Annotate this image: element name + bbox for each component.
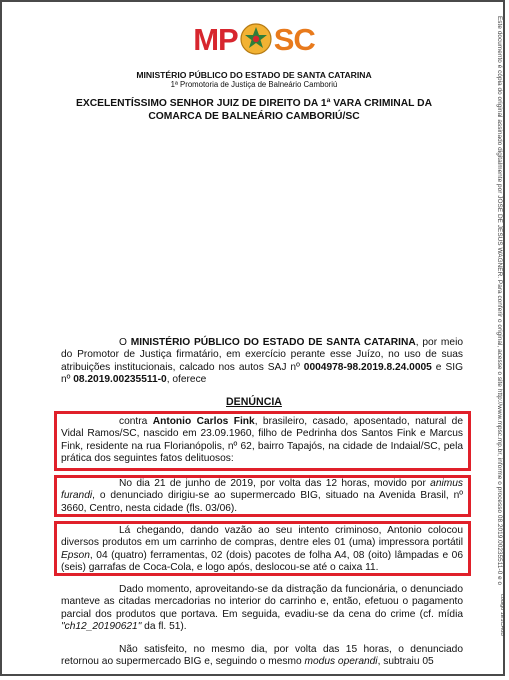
addressee-line-1: EXCELENTÍSSIMO SENHOR JUIZ DE DIREITO DA 1ª VARA CRIMINAL DA (75, 98, 433, 109)
addressee (24, 97, 484, 123)
header-unit: 1ª Promotoria de Justiça de Balneário Camboriú (170, 80, 338, 89)
sig-number: 08.2019.00235511-0 (73, 373, 167, 385)
org-name: MINISTÉRIO PÚBLICO DO ESTADO DE SANTA CATARINA (130, 337, 416, 348)
accused-name: Antonio Carlos Fink (152, 416, 255, 427)
logo-text-mp: MP (193, 22, 238, 57)
return-paragraph: Não satisfeito, no mesmo dia, por volta das 15 horas, o denunciado retornou ao supermercado BIG e, seguindo o mesmo modus operandi, subtraiu 05 (61, 644, 463, 668)
saj-number: 0004978-98.2019.8.24.0005 (303, 361, 432, 373)
intro-paragraph: O MINISTÉRIO PÚBLICO DO ESTADO DE SANTA CATARINA, por meio do Promotor de Justiça firmatário, em exercício perante esse Juízo, no uso de suas atribuições institucionais, calcado nos autos SAJ nº 0004978-98.2019.8.24.0005 e SIG nº 08.2019.00235511-0, oferece (61, 337, 463, 385)
items-paragraph: Lá chegando, dando vazão ao seu intento criminoso, Antonio colocou diversos produtos em um carrinho de compras, dentre eles 01 (uma) impressora portátil Epson, 04 (quatro) ferramentas, 02 (dois) pacotes de folha A4, 08 (oito) lâmpadas e 06 (seis) garrafas de Coca-Cola, e logo após, deslocou-se até o caixa 11. (61, 525, 463, 573)
document-title: DENÚNCIA (226, 396, 282, 408)
header-org: MINISTÉRIO PÚBLICO DO ESTADO DE SANTA CATARINA (136, 70, 372, 80)
signature-notice: Este documento é cópia do original assinado digitalmente por JOSE DE JESUS WAGNER. Para conferir o original, acesse o site http://www.mpsc.mp.br, informe o processo 08.2019.00235511-0 e o (496, 16, 503, 586)
logo-text-sc: SC (273, 22, 315, 57)
accused-paragraph: contra Antonio Carlos Fink, brasileiro, casado, aposentado, natural de Vidal Ramos/SC, nascido em 23.09.1960, filho de Pedrinha dos Santos Fink e Marcus Fink, residente na rua Florianópolis, nº 62, bairro Tapajós, na cidade de Indaial/SC, pela prática dos seguintes fatos delituosos: (61, 416, 463, 464)
document-code: código 1E1CA6B (499, 594, 505, 636)
moment-paragraph: Dado momento, aproveitando-se da distração da funcionária, o denunciado manteve as citadas mercadorias no interior do carrinho e, então, efetuou o pagamento parcial dos produtos que portava. Em seguida, evadiu-se da cena do crime (cf. mídia "ch12_20190621" da fl. 51). (61, 584, 463, 632)
state-emblem-icon (239, 22, 273, 56)
addressee-line-2: COMARCA DE BALNEÁRIO CAMBORIÚ/SC (148, 111, 360, 122)
date-paragraph: No dia 21 de junho de 2019, por volta das 12 horas, movido por animus furandi, o denunciado dirigiu-se ao supermercado BIG, situado na Avenida Brasil, nº 3660, Centro, nesta cidade (fls. 03/06). (61, 478, 463, 514)
mpsc-logo (24, 22, 484, 58)
document-page (24, 0, 484, 680)
